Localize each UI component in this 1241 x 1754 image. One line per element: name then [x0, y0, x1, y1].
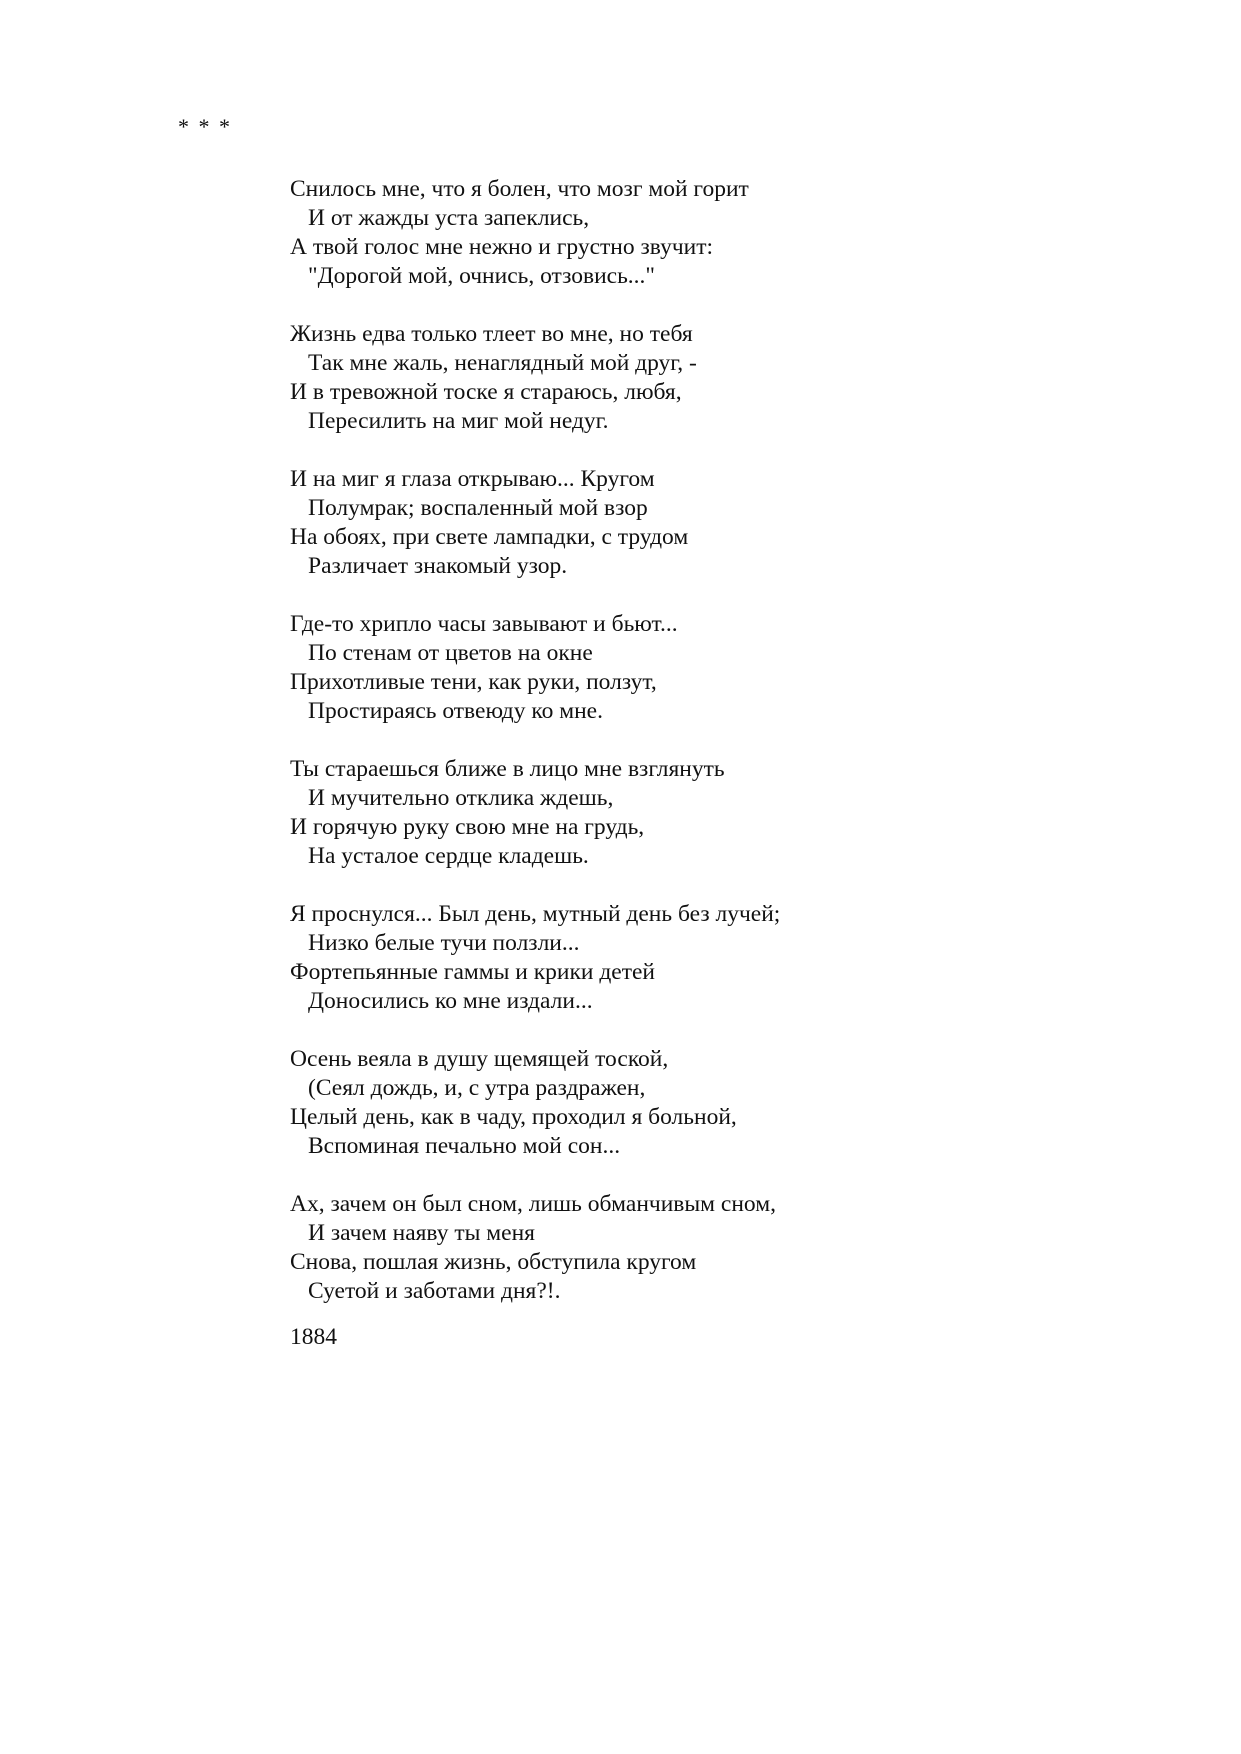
- poem-line: Ах, зачем он был сном, лишь обманчивым сном,: [290, 1191, 776, 1217]
- stanza: [290, 610, 1190, 726]
- poem-line: На усталое сердце кладешь.: [308, 843, 589, 869]
- poem-line: Простираясь отвеюду ко мне.: [308, 698, 603, 724]
- poem-line: Вспоминая печально мой сон...: [308, 1133, 621, 1159]
- stanza: [290, 755, 1190, 871]
- poem-line: Низко белые тучи ползли...: [308, 930, 580, 956]
- poem-line: И горячую руку свою мне на грудь,: [290, 814, 645, 840]
- poem-line: Жизнь едва только тлеет во мне, но тебя: [290, 321, 693, 347]
- poem-line: Целый день, как в чаду, проходил я больной,: [290, 1104, 737, 1130]
- stanza: [290, 900, 1190, 1016]
- poem-line: И на миг я глаза открываю... Кругом: [290, 466, 655, 492]
- poem-line: Суетой и заботами дня?!.: [308, 1278, 561, 1304]
- poem-line: Я проснулся... Был день, мутный день без лучей;: [290, 901, 781, 927]
- stanza: [290, 465, 1190, 581]
- poem-line: А твой голос мне нежно и грустно звучит:: [290, 234, 714, 260]
- poem-line: И от жажды уста запеклись,: [308, 205, 590, 231]
- poem-line: Различает знакомый узор.: [308, 553, 568, 579]
- poem-year: 1884: [290, 1324, 337, 1350]
- poem-line: По стенам от цветов на окне: [308, 640, 593, 666]
- poem-line: Пересилить на миг мой недуг.: [308, 408, 609, 434]
- poem-line: И мучительно отклика ждешь,: [308, 785, 614, 811]
- stanza: [290, 1190, 1190, 1306]
- poem-line: Прихотливые тени, как руки, ползут,: [290, 669, 657, 695]
- stanza: [290, 175, 1190, 291]
- poem-line: Снилось мне, что я болен, что мозг мой горит: [290, 176, 749, 202]
- poem-line: Фортепьянные гаммы и крики детей: [290, 959, 656, 985]
- poem-line: Доносились ко мне издали...: [308, 988, 593, 1014]
- poem-line: На обоях, при свете лампадки, с трудом: [290, 524, 689, 550]
- stanza: [290, 1045, 1190, 1161]
- poem-line: (Сеял дождь, и, с утра раздражен,: [308, 1075, 646, 1101]
- poem-line: И зачем наяву ты меня: [308, 1220, 535, 1246]
- poem-line: Так мне жаль, ненаглядный мой друг, -: [308, 350, 697, 376]
- poem-line: Полумрак; воспаленный мой взор: [308, 495, 648, 521]
- poem-line: Снова, пошлая жизнь, обступила кругом: [290, 1249, 697, 1275]
- poem-line: Где-то хрипло часы завывают и бьют...: [290, 611, 678, 637]
- stanza: [290, 320, 1190, 436]
- poem-line: Осень веяла в душу щемящей тоской,: [290, 1046, 669, 1072]
- poem-body: [290, 175, 1190, 1335]
- section-separator: * * *: [178, 114, 232, 139]
- poem-line: И в тревожной тоске я стараюсь, любя,: [290, 379, 682, 405]
- poem-line: "Дорогой мой, очнись, отзовись...": [308, 263, 656, 289]
- poem-line: Ты стараешься ближе в лицо мне взглянуть: [290, 756, 725, 782]
